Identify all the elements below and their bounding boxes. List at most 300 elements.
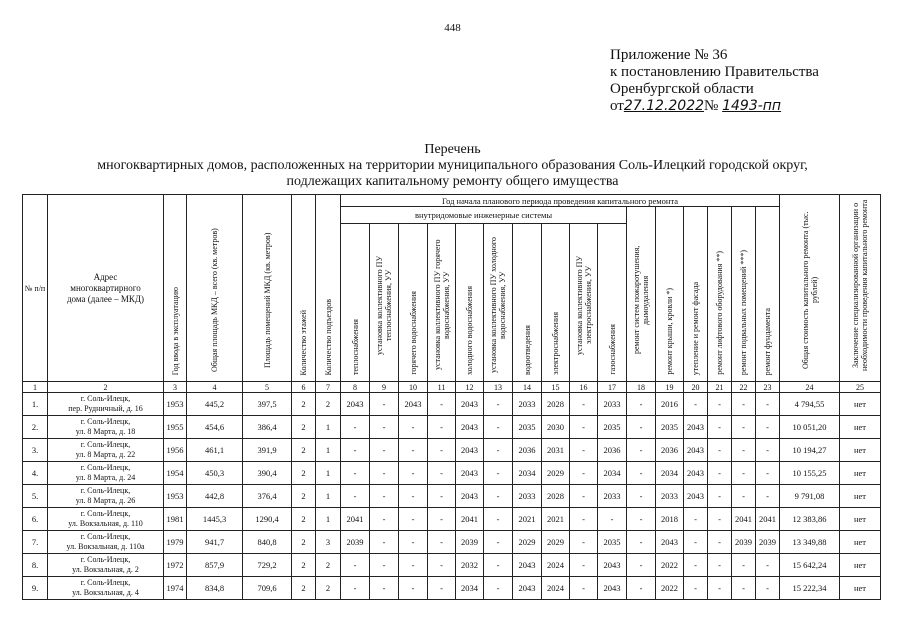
column-index-cell: 13: [484, 382, 513, 393]
row-cell-c12: 2041: [456, 508, 484, 531]
address-city: г. Соль-Илецк,: [80, 578, 131, 587]
row-cell-c21: -: [708, 508, 732, 531]
row-total-area: 442,8: [187, 485, 243, 508]
row-cell-c23: -: [756, 485, 780, 508]
row-premises-area: 729,2: [243, 554, 292, 577]
row-cell-c13: -: [484, 485, 513, 508]
row-cell-c15: 2024: [542, 554, 570, 577]
appendix-block: [610, 47, 819, 115]
row-cell-c16: -: [570, 416, 598, 439]
row-cell-c9: -: [370, 531, 399, 554]
row-cell-c20: -: [684, 577, 708, 600]
row-total-cost: 15 222,34: [780, 577, 840, 600]
row-cell-c21: -: [708, 577, 732, 600]
row-cell-c21: -: [708, 416, 732, 439]
row-floors: 2: [292, 485, 316, 508]
row-cell-c9: -: [370, 577, 399, 600]
row-conclusion: нет: [840, 577, 881, 600]
column-index-cell: 2: [48, 382, 164, 393]
header-hot-water: горячего водоснабжения: [399, 224, 428, 382]
row-cell-c12: 2043: [456, 416, 484, 439]
row-conclusion: нет: [840, 462, 881, 485]
row-premises-area: 1290,4: [243, 508, 292, 531]
row-cell-c17: 2033: [598, 485, 627, 508]
row-total-area: 834,8: [187, 577, 243, 600]
row-conclusion: нет: [840, 439, 881, 462]
column-index-cell: 6: [292, 382, 316, 393]
row-cell-c22: -: [732, 485, 756, 508]
row-cell-c18: -: [627, 416, 656, 439]
row-cell-c16: -: [570, 439, 598, 462]
row-cell-c22: 2039: [732, 531, 756, 554]
row-cell-c8: -: [341, 485, 370, 508]
row-cell-c18: -: [627, 577, 656, 600]
row-cell-c10: -: [399, 485, 428, 508]
row-address: [48, 416, 164, 439]
column-index-cell: 18: [627, 382, 656, 393]
row-cell-c23: -: [756, 416, 780, 439]
row-entrances: 1: [316, 439, 341, 462]
row-cell-c17: 2034: [598, 462, 627, 485]
row-total-cost: 10 194,27: [780, 439, 840, 462]
table-row: [23, 577, 881, 600]
header-sewerage: водоотведения: [513, 224, 542, 382]
row-cell-c23: -: [756, 577, 780, 600]
row-cell-c19: 2016: [656, 393, 684, 416]
row-cell-c14: 2036: [513, 439, 542, 462]
row-cell-c23: -: [756, 439, 780, 462]
row-conclusion: нет: [840, 554, 881, 577]
row-cell-c11: -: [428, 462, 456, 485]
appendix-date: 27.12.2022: [623, 98, 705, 114]
document-title: [0, 142, 905, 190]
row-address: [48, 554, 164, 577]
column-index-cell: 1: [23, 382, 48, 393]
row-cell-c8: -: [341, 554, 370, 577]
row-number: 5.: [23, 485, 48, 508]
address-street: ул. Вокзальная, д. 110: [68, 519, 143, 528]
column-index-cell: 12: [456, 382, 484, 393]
title-line-1: Перечень: [424, 142, 481, 157]
row-cell-c14: 2033: [513, 393, 542, 416]
row-cell-c18: -: [627, 554, 656, 577]
row-cell-c22: -: [732, 439, 756, 462]
row-total-area: 454,6: [187, 416, 243, 439]
row-cell-c9: -: [370, 416, 399, 439]
row-cell-c20: -: [684, 531, 708, 554]
column-index-cell: 11: [428, 382, 456, 393]
table-row: [23, 485, 881, 508]
row-cell-c16: -: [570, 462, 598, 485]
row-cell-c11: -: [428, 416, 456, 439]
row-cell-c21: -: [708, 554, 732, 577]
row-cell-c23: 2039: [756, 531, 780, 554]
row-premises-area: 391,9: [243, 439, 292, 462]
row-entrances: 1: [316, 416, 341, 439]
row-cell-c22: 2041: [732, 508, 756, 531]
row-cell-c8: -: [341, 462, 370, 485]
row-cell-c13: -: [484, 531, 513, 554]
row-cell-c14: 2043: [513, 577, 542, 600]
row-entrances: 2: [316, 554, 341, 577]
column-index-cell: 19: [656, 382, 684, 393]
row-premises-area: 709,6: [243, 577, 292, 600]
row-cell-c10: -: [399, 439, 428, 462]
row-cell-c12: 2034: [456, 577, 484, 600]
header-foundation: ремонт фундамента: [756, 207, 780, 382]
column-index-cell: 3: [164, 382, 187, 393]
row-year-built: 1974: [164, 577, 187, 600]
row-cell-c8: 2043: [341, 393, 370, 416]
appendix-line-4: [610, 98, 819, 115]
row-floors: 2: [292, 508, 316, 531]
row-cell-c8: -: [341, 439, 370, 462]
row-address: [48, 439, 164, 462]
row-floors: 2: [292, 531, 316, 554]
column-index-cell: 15: [542, 382, 570, 393]
row-floors: 2: [292, 577, 316, 600]
row-cell-c8: -: [341, 577, 370, 600]
header-address: Адрес многоквартирного дома (далее – МКД): [48, 195, 164, 382]
row-cell-c22: -: [732, 577, 756, 600]
row-cell-c17: 2036: [598, 439, 627, 462]
row-year-built: 1953: [164, 485, 187, 508]
row-cell-c10: -: [399, 462, 428, 485]
row-total-cost: 13 349,88: [780, 531, 840, 554]
header-cold-water: холодного водоснабжения: [456, 224, 484, 382]
row-address: [48, 462, 164, 485]
row-cell-c15: 2024: [542, 577, 570, 600]
address-street: пер. Рудничный, д. 16: [68, 404, 143, 413]
appendix-line-3: Оренбургской области: [610, 81, 754, 97]
row-cell-c18: -: [627, 485, 656, 508]
row-number: 8.: [23, 554, 48, 577]
table-row: [23, 554, 881, 577]
column-index-cell: 24: [780, 382, 840, 393]
row-cell-c19: 2022: [656, 577, 684, 600]
row-cell-c22: -: [732, 554, 756, 577]
row-cell-c21: -: [708, 462, 732, 485]
header-heating-meter: установка коллективного ПУ теплоснабжения, УУ: [370, 224, 399, 382]
row-cell-c13: -: [484, 416, 513, 439]
row-year-built: 1954: [164, 462, 187, 485]
header-heating: теплоснабжения: [341, 224, 370, 382]
row-cell-c13: -: [484, 439, 513, 462]
column-index-cell: 16: [570, 382, 598, 393]
row-total-cost: 10 051,20: [780, 416, 840, 439]
row-floors: 2: [292, 416, 316, 439]
row-conclusion: нет: [840, 485, 881, 508]
row-cell-c9: -: [370, 439, 399, 462]
row-cell-c10: -: [399, 508, 428, 531]
row-cell-c16: -: [570, 577, 598, 600]
row-entrances: 3: [316, 531, 341, 554]
row-cell-c11: -: [428, 393, 456, 416]
row-total-cost: 15 642,24: [780, 554, 840, 577]
row-cell-c11: -: [428, 485, 456, 508]
header-total-cost: Общая стоимость капитального ремонта (тыс. рублей): [780, 195, 840, 382]
appendix-no-label: №: [704, 98, 719, 114]
header-electricity-meter: установка коллективного ПУ электроснабжения, УУ: [570, 224, 598, 382]
row-cell-c22: -: [732, 462, 756, 485]
row-total-area: 445,2: [187, 393, 243, 416]
row-cell-c12: 2039: [456, 531, 484, 554]
row-entrances: 1: [316, 485, 341, 508]
row-conclusion: нет: [840, 531, 881, 554]
row-cell-c12: 2043: [456, 393, 484, 416]
row-cell-c17: 2035: [598, 531, 627, 554]
column-index-cell: 14: [513, 382, 542, 393]
row-cell-c15: 2028: [542, 393, 570, 416]
row-cell-c19: 2018: [656, 508, 684, 531]
column-index-cell: 7: [316, 382, 341, 393]
row-cell-c21: -: [708, 439, 732, 462]
row-total-area: 1445,3: [187, 508, 243, 531]
row-total-area: 450,3: [187, 462, 243, 485]
table-row: [23, 416, 881, 439]
row-cell-c18: -: [627, 462, 656, 485]
row-address: [48, 508, 164, 531]
row-cell-c14: 2029: [513, 531, 542, 554]
row-total-area: 941,7: [187, 531, 243, 554]
header-premises-area: Площадь помещений МКД (кв. метров): [243, 195, 292, 382]
header-systems-group: внутридомовые инженерные системы: [341, 207, 627, 224]
row-number: 4.: [23, 462, 48, 485]
appendix-prefix: от: [610, 98, 624, 114]
row-total-area: 857,9: [187, 554, 243, 577]
row-floors: 2: [292, 439, 316, 462]
row-cell-c17: -: [598, 508, 627, 531]
row-premises-area: 376,4: [243, 485, 292, 508]
row-cell-c17: 2033: [598, 393, 627, 416]
row-cell-c10: -: [399, 577, 428, 600]
row-cell-c14: 2035: [513, 416, 542, 439]
header-year-built: Год ввода в эксплуатацию: [164, 195, 187, 382]
row-cell-c13: -: [484, 554, 513, 577]
address-city: г. Соль-Илецк,: [80, 532, 131, 541]
row-cell-c9: -: [370, 508, 399, 531]
row-cell-c9: -: [370, 485, 399, 508]
column-index-cell: 23: [756, 382, 780, 393]
row-cell-c17: 2035: [598, 416, 627, 439]
row-cell-c21: -: [708, 485, 732, 508]
row-cell-c20: 2043: [684, 416, 708, 439]
address-street: ул. Вокзальная, д. 4: [72, 588, 139, 597]
houses-table: [22, 194, 881, 600]
address-city: г. Соль-Илецк,: [80, 463, 131, 472]
row-cell-c18: -: [627, 508, 656, 531]
header-entrances: Количество подъездов: [316, 195, 341, 382]
row-total-cost: 4 794,55: [780, 393, 840, 416]
row-cell-c17: 2043: [598, 577, 627, 600]
row-conclusion: нет: [840, 508, 881, 531]
row-cell-c16: -: [570, 531, 598, 554]
row-cell-c22: -: [732, 393, 756, 416]
row-total-cost: 12 383,86: [780, 508, 840, 531]
row-cell-c19: 2043: [656, 531, 684, 554]
address-street: ул. Вокзальная, д. 2: [72, 565, 139, 574]
row-cell-c15: 2031: [542, 439, 570, 462]
row-address: [48, 393, 164, 416]
row-cell-c15: 2030: [542, 416, 570, 439]
row-cell-c16: -: [570, 393, 598, 416]
row-cell-c10: -: [399, 416, 428, 439]
column-index-cell: 9: [370, 382, 399, 393]
row-cell-c14: 2034: [513, 462, 542, 485]
row-total-cost: 10 155,25: [780, 462, 840, 485]
column-index-cell: 17: [598, 382, 627, 393]
column-index-cell: 25: [840, 382, 881, 393]
table-row: [23, 531, 881, 554]
header-basement: ремонт подвальных помещений ***): [732, 207, 756, 382]
row-cell-c10: -: [399, 531, 428, 554]
row-cell-c20: 2043: [684, 439, 708, 462]
row-entrances: 2: [316, 577, 341, 600]
row-cell-c11: -: [428, 439, 456, 462]
table-row: [23, 393, 881, 416]
header-electricity: электроснабжения: [542, 224, 570, 382]
row-year-built: 1956: [164, 439, 187, 462]
address-street: ул. Вокзальная, д. 110а: [66, 542, 145, 551]
row-cell-c20: 2043: [684, 485, 708, 508]
header-roof: ремонт крыши, кровли *): [656, 207, 684, 382]
row-number: 9.: [23, 577, 48, 600]
row-cell-c11: -: [428, 508, 456, 531]
column-index-cell: 8: [341, 382, 370, 393]
row-cell-c10: -: [399, 554, 428, 577]
row-number: 1.: [23, 393, 48, 416]
row-floors: 2: [292, 554, 316, 577]
row-address: [48, 531, 164, 554]
row-cell-c20: -: [684, 554, 708, 577]
header-num: № п/п: [23, 195, 48, 382]
row-cell-c8: -: [341, 416, 370, 439]
column-index-cell: 20: [684, 382, 708, 393]
row-cell-c12: 2032: [456, 554, 484, 577]
row-number: 7.: [23, 531, 48, 554]
header-conclusion: Заключение специализированной организации о необходимости проведения капитального ремонта: [840, 195, 881, 382]
row-cell-c11: -: [428, 577, 456, 600]
column-index-cell: 10: [399, 382, 428, 393]
row-cell-c12: 2043: [456, 485, 484, 508]
address-city: г. Соль-Илецк,: [80, 486, 131, 495]
table-body: [23, 393, 881, 600]
row-cell-c10: 2043: [399, 393, 428, 416]
row-cell-c17: 2043: [598, 554, 627, 577]
column-index-cell: 4: [187, 382, 243, 393]
column-index-cell: 22: [732, 382, 756, 393]
row-cell-c19: 2036: [656, 439, 684, 462]
row-entrances: 1: [316, 508, 341, 531]
row-conclusion: нет: [840, 416, 881, 439]
row-entrances: 2: [316, 393, 341, 416]
table-row: [23, 508, 881, 531]
row-cell-c13: -: [484, 508, 513, 531]
row-cell-c19: 2033: [656, 485, 684, 508]
row-cell-c20: -: [684, 393, 708, 416]
row-cell-c11: -: [428, 531, 456, 554]
row-entrances: 1: [316, 462, 341, 485]
table-row: [23, 439, 881, 462]
row-number: 3.: [23, 439, 48, 462]
row-cell-c13: -: [484, 393, 513, 416]
address-street: ул. 8 Марта, д. 18: [75, 427, 136, 436]
address-city: г. Соль-Илецк,: [80, 394, 131, 403]
row-cell-c15: 2029: [542, 531, 570, 554]
row-cell-c23: -: [756, 462, 780, 485]
row-cell-c21: -: [708, 531, 732, 554]
address-city: г. Соль-Илецк,: [80, 417, 131, 426]
address-street: ул. 8 Марта, д. 24: [75, 473, 136, 482]
page-number: 448: [444, 22, 461, 34]
row-cell-c18: -: [627, 531, 656, 554]
row-cell-c14: 2033: [513, 485, 542, 508]
column-index-cell: 5: [243, 382, 292, 393]
column-index-row: [23, 382, 881, 393]
row-floors: 2: [292, 393, 316, 416]
row-cell-c15: 2029: [542, 462, 570, 485]
row-cell-c20: 2043: [684, 462, 708, 485]
row-cell-c18: -: [627, 439, 656, 462]
row-cell-c15: 2028: [542, 485, 570, 508]
title-line-3: подлежащих капитальному ремонту общего имущества: [286, 174, 619, 189]
row-cell-c15: 2021: [542, 508, 570, 531]
row-year-built: 1955: [164, 416, 187, 439]
row-premises-area: 386,4: [243, 416, 292, 439]
row-year-built: 1979: [164, 531, 187, 554]
title-line-2: многоквартирных домов, расположенных на территории муниципального образования Соль-Илецкий городской округ,: [97, 158, 808, 173]
row-year-built: 1981: [164, 508, 187, 531]
row-address: [48, 577, 164, 600]
column-index-cell: 21: [708, 382, 732, 393]
header-elevator: ремонт лифтового оборудования **): [708, 207, 732, 382]
row-cell-c9: -: [370, 554, 399, 577]
row-cell-c13: -: [484, 577, 513, 600]
row-cell-c19: 2022: [656, 554, 684, 577]
row-number: 6.: [23, 508, 48, 531]
header-fire-systems: ремонт систем пожаротушения, дымоудаления: [627, 207, 656, 382]
row-cell-c21: -: [708, 393, 732, 416]
row-year-built: 1953: [164, 393, 187, 416]
address-city: г. Соль-Илецк,: [80, 509, 131, 518]
row-cell-c20: -: [684, 508, 708, 531]
header-hot-water-meter: установка коллективного ПУ горячего водоснабжения, УУ: [428, 224, 456, 382]
appendix-line-1: Приложение № 36: [610, 47, 728, 63]
row-premises-area: 397,5: [243, 393, 292, 416]
row-total-area: 461,1: [187, 439, 243, 462]
row-cell-c19: 2035: [656, 416, 684, 439]
row-cell-c14: 2043: [513, 554, 542, 577]
row-cell-c19: 2034: [656, 462, 684, 485]
row-cell-c9: -: [370, 393, 399, 416]
header-total-area: Общая площадь МКД – всего (кв. метров): [187, 195, 243, 382]
row-cell-c16: -: [570, 554, 598, 577]
row-floors: 2: [292, 462, 316, 485]
table-row: [23, 462, 881, 485]
row-premises-area: 390,4: [243, 462, 292, 485]
row-cell-c22: -: [732, 416, 756, 439]
row-cell-c12: 2043: [456, 462, 484, 485]
row-cell-c23: -: [756, 393, 780, 416]
row-total-cost: 9 791,08: [780, 485, 840, 508]
row-cell-c23: -: [756, 554, 780, 577]
header-gas: газоснабжения: [598, 224, 627, 382]
appendix-number: 1493-пп: [722, 98, 782, 114]
row-premises-area: 840,8: [243, 531, 292, 554]
row-number: 2.: [23, 416, 48, 439]
row-cell-c14: 2021: [513, 508, 542, 531]
address-street: ул. 8 Марта, д. 26: [75, 496, 136, 505]
